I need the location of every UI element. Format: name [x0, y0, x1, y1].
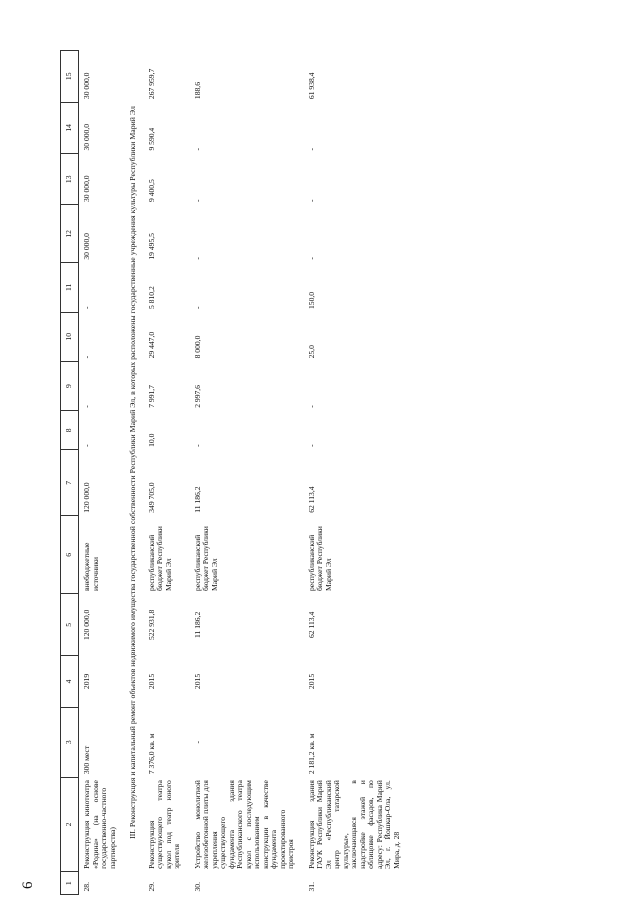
total-value: 11 186,2	[192, 486, 202, 513]
col-header-5: 5	[61, 594, 79, 656]
row-number: 29.	[146, 882, 156, 892]
total-value: 349 705,0	[146, 482, 156, 513]
funding-source: республиканский бюджет Республики Марий Эл	[306, 526, 333, 591]
value-col-8: 10,0	[146, 433, 156, 447]
value-col-10: -	[82, 355, 91, 359]
value-col-10: 25,0	[306, 345, 316, 359]
col-header-12: 12	[61, 205, 79, 263]
estimated-cost: 120 000,0	[82, 609, 91, 641]
value-col-11: -	[192, 306, 202, 310]
funding-source: республиканский бюджет Республики Марий Эл	[146, 526, 173, 591]
total-value: 62 113,4	[306, 486, 316, 513]
value-col-15: 267 959,7	[146, 68, 156, 100]
value-col-9: 2 997,6	[192, 385, 202, 408]
funding-source: республиканский бюджет Республики Марий Эл	[192, 526, 219, 591]
object-name: Реконструкция здания ГАУК Республики Марий Эл «Республиканский центр татарской культуры», заключающаяся в надстройке этажей и облицовке фасадов, по адресу: Республика Марий Эл, г. Йошкар-Ола, ул. Мира, д. 28	[306, 780, 401, 869]
col-header-15: 15	[61, 51, 79, 103]
capacity: -	[192, 740, 202, 744]
col-header-2: 2	[61, 777, 79, 872]
col-header-13: 13	[61, 154, 79, 205]
total-value: 120 000,0	[82, 482, 91, 513]
estimated-cost: 522 931,8	[146, 609, 156, 641]
value-col-14: -	[306, 148, 316, 151]
capacity: 300 мест	[82, 745, 91, 775]
value-col-8: -	[192, 444, 202, 447]
col-header-6: 6	[61, 516, 79, 594]
value-col-14: -	[192, 148, 202, 151]
value-col-12: 19 495,5	[146, 233, 156, 260]
col-header-4: 4	[61, 656, 79, 707]
value-col-15: 30 000,0	[82, 72, 91, 100]
col-header-14: 14	[61, 102, 79, 153]
col-header-7: 7	[61, 450, 79, 516]
row-number: 30.	[192, 882, 202, 892]
value-col-14: 30 000,0	[82, 123, 91, 151]
value-col-8: -	[82, 444, 91, 447]
row-number: 28.	[82, 882, 91, 892]
object-name: Устройство монолитной железобетонной плиты для укрепления существующего фундамента здания Республиканского театра кукол с последующим использованием конструкции в качестве фундамента проектированного пристроя	[192, 780, 296, 869]
col-header-1: 1	[61, 872, 79, 895]
year: 2015	[306, 673, 316, 690]
value-col-12: 30 000,0	[82, 233, 91, 260]
estimated-cost: 11 186,2	[192, 611, 202, 639]
value-col-15: 188,6	[192, 82, 202, 100]
year: 2015	[192, 673, 202, 690]
col-header-3: 3	[61, 707, 79, 777]
header-row	[61, 51, 79, 895]
object-name: Реконструкция кинотеатра «Родина» (на основе государственно-частного партнерства)	[82, 780, 117, 869]
capacity: 2 181,2 кв. м	[306, 733, 316, 775]
funding-source: внебюджетные источники	[82, 542, 100, 591]
object-name: Реконструкция существующего театра кукол под театр юного зрителя	[146, 780, 182, 869]
year: 2015	[146, 673, 156, 690]
page-number: 6	[20, 881, 36, 889]
capacity: 7 376,0 кв. м	[146, 733, 156, 775]
value-col-13: 9 400,5	[146, 179, 156, 202]
table-row-28	[79, 51, 126, 895]
value-col-10: 29 447,0	[146, 331, 156, 359]
col-header-8: 8	[61, 411, 79, 450]
value-col-15: 61 938,4	[306, 72, 316, 100]
value-col-12: -	[306, 257, 316, 260]
value-col-10: 8 000,0	[192, 335, 202, 359]
col-header-9: 9	[61, 361, 79, 410]
value-col-9: 7 991,7	[146, 385, 156, 408]
table-row-30	[190, 51, 304, 895]
estimated-cost: 62 113,4	[306, 611, 316, 639]
value-col-9: -	[82, 405, 91, 408]
program-table	[60, 50, 409, 895]
value-col-13: -	[192, 199, 202, 202]
table-row-29	[144, 51, 190, 895]
value-col-11: 150,0	[306, 291, 316, 310]
table-row-31	[304, 51, 410, 895]
col-header-10: 10	[61, 312, 79, 361]
year: 2019	[82, 673, 91, 690]
value-col-11: -	[82, 306, 91, 310]
value-col-8: -	[306, 444, 316, 447]
section-heading-row	[125, 51, 144, 895]
row-number: 31.	[306, 882, 316, 892]
section-heading: III. Реконструкция и капитальный ремонт объектов недвижимого имущества государственной собственности Республики Марий Эл, в которых расположены государственные учреждения культуры Республики Марий Эл	[128, 106, 137, 839]
value-col-14: 9 590,4	[146, 127, 156, 151]
value-col-12: -	[192, 257, 202, 260]
col-header-11: 11	[61, 263, 79, 312]
value-col-13: -	[306, 199, 316, 202]
value-col-9: -	[306, 405, 316, 408]
value-col-11: 5 810,2	[146, 286, 156, 310]
value-col-13: 30 000,0	[82, 175, 91, 202]
